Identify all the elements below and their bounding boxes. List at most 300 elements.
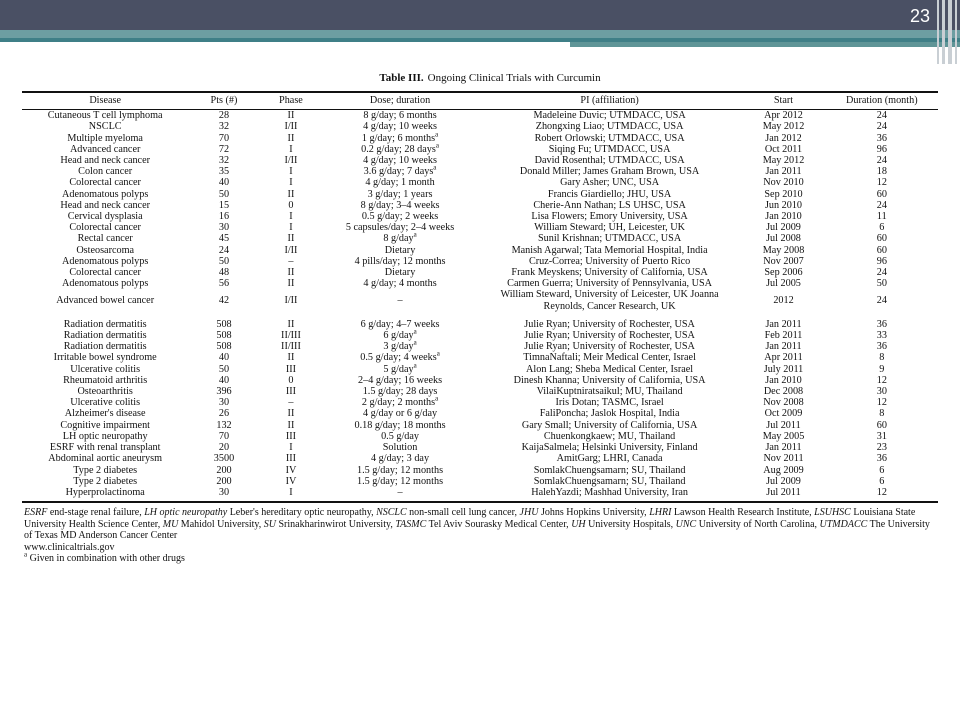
pi-cell bbox=[478, 319, 742, 330]
duration-cell-text: 24 bbox=[876, 155, 887, 167]
abbreviation: LH optic neuropathy bbox=[144, 507, 228, 519]
start-cell bbox=[741, 375, 825, 386]
disease-cell-text: Adenomatous polyps bbox=[62, 255, 149, 267]
pi-cell-text: Francis Giardiello; JHU, USA bbox=[547, 188, 672, 200]
pi-cell bbox=[478, 476, 742, 487]
footnote-marker: a bbox=[435, 394, 439, 403]
start-cell-text: Nov 2011 bbox=[763, 453, 804, 465]
start-cell bbox=[741, 133, 825, 144]
dose-cell bbox=[322, 200, 478, 211]
pi-cell-text: Siqing Fu; UTMDACC, USA bbox=[548, 143, 671, 155]
dose-cell-text: 8 g/day; 3–4 weeks bbox=[360, 199, 440, 211]
duration-cell bbox=[826, 386, 938, 397]
disease-cell bbox=[22, 408, 188, 419]
phase-cell bbox=[260, 453, 323, 464]
duration-cell-text: 24 bbox=[876, 267, 887, 279]
table-row bbox=[22, 267, 938, 278]
table-row bbox=[22, 319, 938, 330]
dose-cell-text: 8 g/day; 6 months bbox=[363, 110, 437, 122]
abbreviation-definition: Srinakharinwirot University, bbox=[276, 518, 396, 530]
disease-cell-text: LH optic neuropathy bbox=[62, 430, 148, 442]
disease-cell-text: Type 2 diabetes bbox=[73, 475, 138, 487]
pi-cell-text: SomlakChuengsamarn; SU, Thailand bbox=[533, 464, 686, 476]
phase-cell-text: III bbox=[285, 453, 297, 465]
duration-cell-text: 36 bbox=[876, 318, 887, 330]
start-cell bbox=[741, 453, 825, 464]
duration-cell-text: 33 bbox=[876, 330, 887, 342]
duration-cell-text: 8 bbox=[879, 408, 885, 420]
start-cell-text: Jan 2012 bbox=[765, 132, 802, 144]
pi-cell-text: Madeleine Duvic; UTMDACC, USA bbox=[533, 110, 686, 122]
patients-cell-text: 15 bbox=[218, 199, 230, 211]
patients-cell bbox=[188, 341, 259, 352]
column-header: Duration (month) bbox=[826, 92, 938, 110]
table-row bbox=[22, 166, 938, 177]
start-cell bbox=[741, 397, 825, 408]
duration-cell bbox=[826, 431, 938, 442]
disease-cell bbox=[22, 352, 188, 363]
phase-cell-text: III bbox=[285, 430, 297, 442]
abbreviation: NSCLC bbox=[376, 507, 407, 519]
duration-cell-text: 6 bbox=[879, 475, 885, 487]
pi-cell bbox=[478, 211, 742, 222]
start-cell-text: Nov 2008 bbox=[763, 397, 804, 409]
start-cell-text: Jul 2011 bbox=[766, 486, 801, 498]
phase-cell-text: IV bbox=[285, 464, 297, 476]
phase-cell-text: 0 bbox=[288, 374, 294, 386]
patients-cell-text: 16 bbox=[218, 211, 230, 223]
column-header: Start bbox=[741, 92, 825, 110]
disease-cell-text: Radiation dermatitis bbox=[63, 341, 147, 353]
patients-cell bbox=[188, 267, 259, 278]
disease-cell-text: Adenomatous polyps bbox=[62, 278, 149, 290]
abbreviation-definition: Louisiana State University Health Science Center, bbox=[24, 507, 916, 530]
dose-cell-text: 4 g/day; 10 weeks bbox=[363, 155, 437, 167]
phase-cell bbox=[260, 155, 323, 166]
abbreviation: LSUHSC bbox=[814, 507, 851, 519]
pi-cell-text: Lisa Flowers; Emory University, USA bbox=[531, 211, 688, 223]
corner-line bbox=[955, 0, 957, 64]
phase-cell-text: I/II bbox=[284, 244, 298, 256]
note-marker: a bbox=[24, 551, 28, 560]
phase-cell-text: IV bbox=[285, 475, 297, 487]
table-row bbox=[22, 375, 938, 386]
pi-cell bbox=[478, 166, 742, 177]
dose-cell bbox=[322, 155, 478, 166]
phase-cell bbox=[260, 487, 323, 502]
slide-header-bar bbox=[0, 0, 960, 30]
dose-cell bbox=[322, 211, 478, 222]
start-cell bbox=[741, 431, 825, 442]
disease-cell-text: Alzheimer's disease bbox=[64, 408, 146, 420]
patients-cell-text: 56 bbox=[218, 278, 230, 290]
start-cell-text: Oct 2011 bbox=[764, 143, 803, 155]
start-cell bbox=[741, 278, 825, 289]
disease-cell-text: Advanced bowel cancer bbox=[56, 295, 155, 307]
disease-cell bbox=[22, 341, 188, 352]
start-cell-text: Sep 2006 bbox=[764, 267, 803, 279]
dose-cell-text: 4 g/day; 10 weeks bbox=[363, 121, 437, 133]
patients-cell-text: 3500 bbox=[213, 453, 235, 465]
patients-cell bbox=[188, 233, 259, 244]
pi-cell bbox=[478, 420, 742, 431]
pi-cell bbox=[478, 177, 742, 188]
pi-cell bbox=[478, 341, 742, 352]
phase-cell-text: II bbox=[287, 188, 295, 200]
duration-cell bbox=[826, 352, 938, 363]
table-row bbox=[22, 397, 938, 408]
duration-cell-text: 12 bbox=[876, 397, 887, 409]
dose-cell-text: 6 g/day; 4–7 weeks bbox=[360, 318, 440, 330]
disease-cell-text: Colorectal cancer bbox=[69, 267, 141, 279]
patients-cell bbox=[188, 177, 259, 188]
patients-cell bbox=[188, 166, 259, 177]
patients-cell bbox=[188, 375, 259, 386]
dose-cell-text: 4 g/day; 3 day bbox=[371, 453, 430, 465]
disease-cell-text: Ulcerative colitis bbox=[70, 363, 141, 375]
patients-cell-text: 40 bbox=[218, 374, 230, 386]
phase-cell-text: II bbox=[287, 408, 295, 420]
disease-cell-text: Hyperprolactinoma bbox=[65, 486, 145, 498]
patients-cell bbox=[188, 364, 259, 375]
drug-combination-note bbox=[24, 553, 938, 565]
start-cell-text: Jul 2011 bbox=[766, 419, 801, 431]
pi-cell bbox=[478, 110, 742, 122]
start-cell-text: Jul 2008 bbox=[766, 233, 801, 245]
pi-cell-text: Sunil Krishnan; UTMDACC, USA bbox=[537, 233, 682, 245]
phase-cell bbox=[260, 256, 323, 267]
duration-cell bbox=[826, 487, 938, 502]
dose-cell-text: – bbox=[397, 486, 403, 498]
table-footnote bbox=[22, 507, 938, 565]
start-cell bbox=[741, 289, 825, 311]
phase-cell bbox=[260, 211, 323, 222]
phase-cell bbox=[260, 110, 323, 122]
table-row bbox=[22, 431, 938, 442]
table-row bbox=[22, 256, 938, 267]
pi-cell-text: FaliPoncha; Jaslok Hospital, India bbox=[539, 408, 680, 420]
pi-cell bbox=[478, 397, 742, 408]
phase-cell bbox=[260, 177, 323, 188]
corner-line bbox=[948, 0, 952, 64]
disease-cell bbox=[22, 442, 188, 453]
duration-cell-text: 36 bbox=[876, 341, 887, 353]
phase-cell bbox=[260, 431, 323, 442]
table-row bbox=[22, 233, 938, 244]
pi-cell-text: William Steward; UH, Leicester, UK bbox=[534, 222, 685, 234]
phase-cell bbox=[260, 166, 323, 177]
duration-cell-text: 18 bbox=[876, 166, 887, 178]
pi-cell bbox=[478, 256, 742, 267]
disease-cell-text: Adenomatous polyps bbox=[62, 188, 149, 200]
dose-cell-text: 3 g/day bbox=[383, 341, 414, 353]
disease-cell bbox=[22, 319, 188, 330]
abbreviation: TASMC bbox=[395, 518, 427, 530]
footnote-marker: a bbox=[435, 130, 439, 139]
table-row bbox=[22, 110, 938, 122]
pi-cell-text: Zhongxing Liao; UTMDACC, USA bbox=[535, 121, 684, 133]
start-cell-text: Jul 2005 bbox=[766, 278, 801, 290]
patients-cell-text: 508 bbox=[216, 330, 232, 342]
phase-cell bbox=[260, 330, 323, 341]
table-row bbox=[22, 211, 938, 222]
disease-cell bbox=[22, 189, 188, 200]
patients-cell bbox=[188, 465, 259, 476]
dose-cell-text: 3.6 g/day; 7 days bbox=[363, 166, 434, 178]
start-cell-text: May 2005 bbox=[762, 430, 805, 442]
corner-line bbox=[937, 0, 939, 64]
patients-cell bbox=[188, 487, 259, 502]
patients-cell bbox=[188, 453, 259, 464]
phase-cell-text: I bbox=[289, 222, 293, 234]
disease-cell bbox=[22, 487, 188, 502]
slide-number: 23 bbox=[909, 6, 930, 26]
pi-cell bbox=[478, 375, 742, 386]
duration-cell bbox=[826, 453, 938, 464]
dose-cell-text: 1.5 g/day; 28 days bbox=[362, 386, 438, 398]
disease-cell-text: Osteoarthritis bbox=[77, 386, 133, 398]
abbreviation-definition: non-small cell lung cancer, bbox=[406, 507, 520, 519]
source-link[interactable]: www.clinicaltrials.gov bbox=[24, 541, 115, 553]
pi-cell-text: Carmen Guerra; University of Pennsylvania, USA bbox=[507, 278, 713, 290]
start-cell bbox=[741, 144, 825, 155]
start-cell-text: Oct 2009 bbox=[764, 408, 803, 420]
disease-cell-text: Head and neck cancer bbox=[60, 199, 150, 211]
dose-cell bbox=[322, 278, 478, 289]
abbreviation-definition: Johns Hopkins University, bbox=[538, 507, 650, 519]
disease-cell bbox=[22, 144, 188, 155]
duration-cell-text: 12 bbox=[876, 486, 887, 498]
disease-cell bbox=[22, 166, 188, 177]
start-cell bbox=[741, 420, 825, 431]
duration-cell bbox=[826, 442, 938, 453]
dose-cell bbox=[322, 319, 478, 330]
patients-cell bbox=[188, 289, 259, 311]
dose-cell bbox=[322, 327, 478, 342]
duration-cell bbox=[826, 420, 938, 431]
footnote-marker: a bbox=[413, 361, 417, 370]
dose-cell-text: 0.18 g/day; 18 months bbox=[354, 419, 446, 431]
pi-cell bbox=[478, 278, 742, 289]
start-cell-text: Jan 2010 bbox=[765, 211, 802, 223]
table-caption bbox=[42, 72, 938, 84]
duration-cell bbox=[826, 110, 938, 122]
dose-cell bbox=[322, 256, 478, 267]
disease-cell bbox=[22, 133, 188, 144]
disease-cell-text: Colorectal cancer bbox=[69, 177, 141, 189]
patients-cell-text: 32 bbox=[218, 121, 230, 133]
pi-cell-text: Julie Ryan; University of Rochester, USA bbox=[524, 318, 695, 330]
phase-cell-text: II bbox=[287, 318, 295, 330]
start-cell-text: Jul 2009 bbox=[766, 222, 801, 234]
duration-cell-text: 50 bbox=[876, 278, 887, 290]
patients-cell bbox=[188, 408, 259, 419]
pi-cell bbox=[478, 245, 742, 256]
dose-cell bbox=[322, 408, 478, 419]
dose-cell-text: 0.5 g/day bbox=[381, 430, 419, 442]
disease-cell-text: Advanced cancer bbox=[69, 143, 141, 155]
phase-cell-text: II/III bbox=[281, 330, 301, 342]
duration-cell bbox=[826, 155, 938, 166]
pi-cell bbox=[478, 487, 742, 502]
duration-cell-text: 31 bbox=[876, 430, 887, 442]
table-row bbox=[22, 200, 938, 211]
patients-cell-text: 50 bbox=[218, 188, 230, 200]
phase-cell bbox=[260, 267, 323, 278]
start-cell-text: Jan 2011 bbox=[765, 442, 802, 454]
dose-cell bbox=[322, 476, 478, 487]
phase-cell bbox=[260, 233, 323, 244]
disease-cell bbox=[22, 177, 188, 188]
abbreviation: UH bbox=[571, 518, 586, 530]
patients-cell bbox=[188, 319, 259, 330]
pi-cell-text: Robert Orlowski; UTMDACC, USA bbox=[534, 132, 685, 144]
dose-cell bbox=[322, 338, 478, 353]
footnote-marker: a bbox=[413, 231, 417, 240]
patients-cell-text: 70 bbox=[218, 132, 230, 144]
disease-cell bbox=[22, 476, 188, 487]
phase-cell-text: I bbox=[289, 442, 293, 454]
table-document bbox=[22, 72, 938, 565]
pi-cell-text: TimnaNaftali; Meir Medical Center, Israel bbox=[523, 352, 696, 364]
disease-cell bbox=[22, 453, 188, 464]
dose-cell bbox=[322, 163, 478, 178]
header-stripe bbox=[0, 30, 960, 38]
disease-cell-text: Ulcerative colitis bbox=[70, 397, 141, 409]
pi-cell bbox=[478, 364, 742, 375]
start-cell-text: Jan 2011 bbox=[765, 341, 802, 353]
disease-cell-text: Osteosarcoma bbox=[76, 244, 135, 256]
row-spacer bbox=[22, 312, 938, 319]
disease-cell bbox=[22, 420, 188, 431]
duration-cell-text: 12 bbox=[876, 177, 887, 189]
start-cell-text: Jul 2009 bbox=[766, 475, 801, 487]
table-row bbox=[22, 144, 938, 155]
disease-cell-text: Rheumatoid arthritis bbox=[63, 374, 148, 386]
patients-cell-text: 42 bbox=[218, 295, 230, 307]
column-header: Pts (#) bbox=[188, 92, 259, 110]
dose-cell-text: 0.2 g/day; 28 days bbox=[361, 143, 436, 155]
pi-cell bbox=[478, 200, 742, 211]
disease-cell bbox=[22, 211, 188, 222]
abbreviation: MU bbox=[162, 518, 179, 530]
start-cell bbox=[741, 245, 825, 256]
start-cell-text: 2012 bbox=[773, 295, 794, 307]
start-cell-text: July 2011 bbox=[763, 363, 804, 375]
dose-cell-text: 5 capsules/day; 2–4 weeks bbox=[345, 222, 455, 234]
dose-cell bbox=[322, 121, 478, 132]
start-cell bbox=[741, 155, 825, 166]
patients-cell-text: 48 bbox=[218, 267, 230, 279]
clinical-trials-table bbox=[22, 91, 938, 503]
duration-cell bbox=[826, 121, 938, 132]
patients-cell-text: 70 bbox=[218, 430, 230, 442]
start-cell bbox=[741, 267, 825, 278]
start-cell bbox=[741, 177, 825, 188]
duration-cell-text: 24 bbox=[876, 199, 887, 211]
disease-cell-text: Abdominal aortic aneurysm bbox=[48, 453, 163, 465]
abbreviation-definition: end-stage renal failure, bbox=[47, 507, 145, 519]
patients-cell-text: 35 bbox=[218, 166, 230, 178]
table-row bbox=[22, 487, 938, 502]
start-cell-text: Apr 2012 bbox=[764, 110, 803, 122]
start-cell-text: Sep 2010 bbox=[764, 188, 803, 200]
duration-cell bbox=[826, 330, 938, 341]
patients-cell bbox=[188, 200, 259, 211]
table-row bbox=[22, 177, 938, 188]
dose-cell bbox=[322, 420, 478, 431]
dose-cell-text: 8 g/day bbox=[383, 233, 414, 245]
duration-cell-text: 6 bbox=[879, 222, 885, 234]
start-cell-text: Jun 2010 bbox=[764, 199, 803, 211]
start-cell bbox=[741, 110, 825, 122]
table-row bbox=[22, 465, 938, 476]
pi-cell bbox=[478, 189, 742, 200]
start-cell bbox=[741, 364, 825, 375]
patients-cell-text: 28 bbox=[218, 110, 230, 122]
dose-cell bbox=[322, 375, 478, 386]
patients-cell-text: 508 bbox=[216, 341, 232, 353]
duration-cell-text: 36 bbox=[876, 132, 887, 144]
duration-cell-text: 24 bbox=[876, 110, 887, 122]
start-cell bbox=[741, 442, 825, 453]
disease-cell bbox=[22, 222, 188, 233]
start-cell bbox=[741, 341, 825, 352]
disease-cell bbox=[22, 375, 188, 386]
patients-cell bbox=[188, 278, 259, 289]
footnote-marker: a bbox=[433, 163, 437, 172]
table-row bbox=[22, 420, 938, 431]
duration-cell bbox=[826, 341, 938, 352]
phase-cell-text: II bbox=[287, 132, 295, 144]
duration-cell-text: 60 bbox=[876, 244, 887, 256]
dose-cell bbox=[322, 130, 478, 144]
corner-line bbox=[942, 0, 945, 64]
duration-cell-text: 6 bbox=[879, 464, 885, 476]
disease-cell-text: Colon cancer bbox=[78, 166, 133, 178]
pi-cell-text: David Rosenthal; UTMDACC, USA bbox=[534, 155, 685, 167]
disease-cell bbox=[22, 256, 188, 267]
disease-cell-text: Cervical dysplasia bbox=[67, 211, 143, 223]
disease-cell-text: Cognitive impairment bbox=[60, 419, 151, 431]
pi-cell-text: Manish Agarwal; Tata Memorial Hospital, India bbox=[511, 244, 708, 256]
phase-cell bbox=[260, 245, 323, 256]
duration-cell-text: 60 bbox=[876, 233, 887, 245]
pi-cell bbox=[478, 352, 742, 363]
phase-cell-text: II/III bbox=[281, 341, 301, 353]
phase-cell-text: I bbox=[289, 143, 293, 155]
abbreviation: LHRI bbox=[649, 507, 672, 519]
patients-cell-text: 50 bbox=[218, 255, 230, 267]
phase-cell-text: II bbox=[287, 352, 295, 364]
start-cell-text: May 2012 bbox=[762, 121, 805, 133]
patients-cell bbox=[188, 121, 259, 132]
phase-cell bbox=[260, 341, 323, 352]
dose-cell-text: 4 g/day or 6 g/day bbox=[362, 408, 438, 420]
phase-cell bbox=[260, 375, 323, 386]
start-cell bbox=[741, 211, 825, 222]
patients-cell bbox=[188, 352, 259, 363]
start-cell-text: Nov 2007 bbox=[763, 255, 804, 267]
duration-cell bbox=[826, 133, 938, 144]
patients-cell bbox=[188, 476, 259, 487]
note-text: Given in combination with other drugs bbox=[27, 553, 185, 565]
pi-cell bbox=[478, 144, 742, 155]
table-row bbox=[22, 155, 938, 166]
dose-cell bbox=[322, 361, 478, 375]
phase-cell bbox=[260, 442, 323, 453]
disease-cell-text: Irritable bowel syndrome bbox=[53, 352, 157, 364]
